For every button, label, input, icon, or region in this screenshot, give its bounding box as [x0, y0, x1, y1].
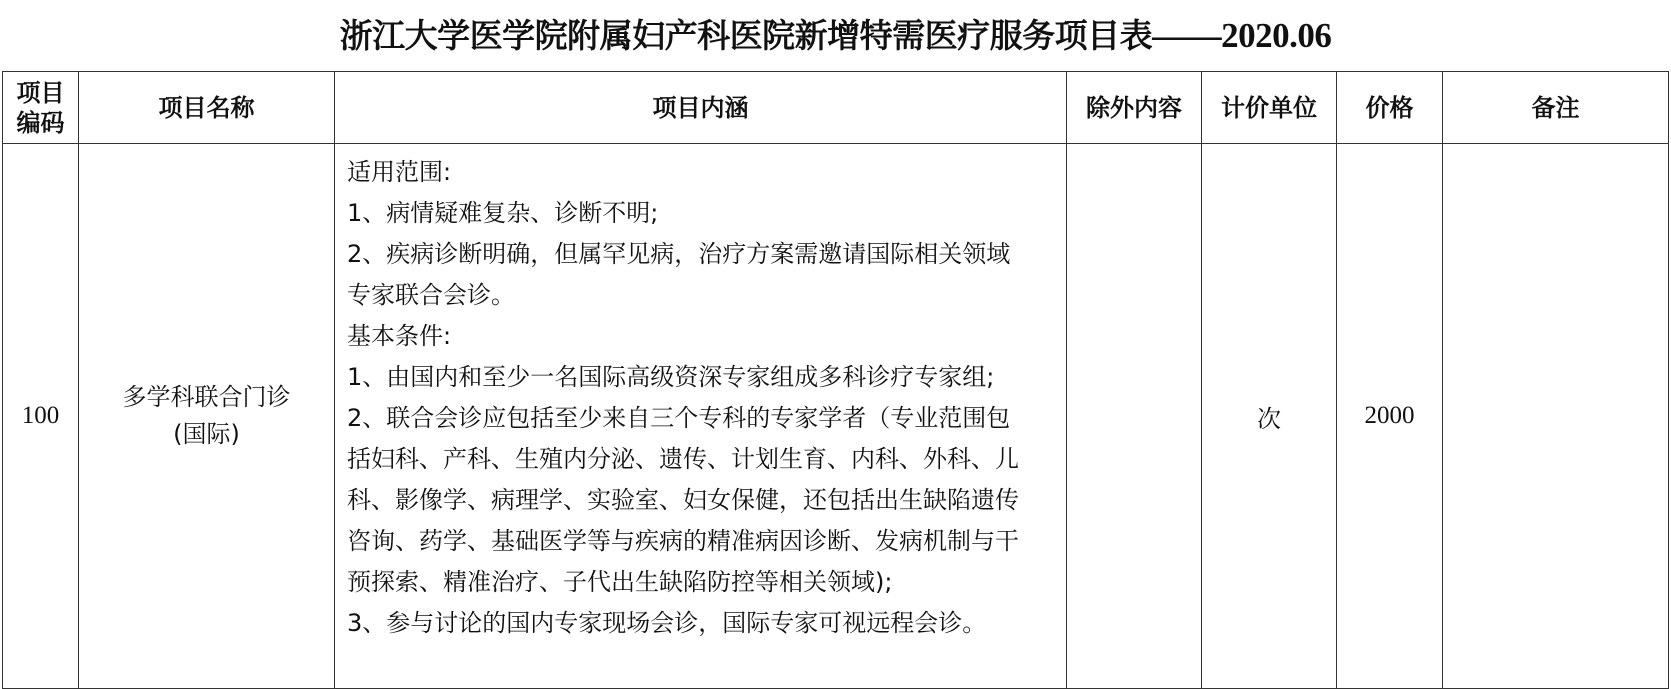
content-line: 专家联合会诊。: [347, 281, 515, 309]
cell-item-name: [79, 144, 335, 689]
header-item-code: [3, 72, 79, 144]
title-main: 浙江大学医学院附属妇产科医院新增特需医疗服务项目表: [339, 16, 1153, 55]
cell-excluded-content: [1067, 144, 1202, 689]
header-item-code-line2: 编码: [16, 108, 65, 137]
content-line: 1、病情疑难复杂、诊断不明;: [347, 199, 659, 227]
cell-item-code: 100: [3, 144, 79, 689]
page-title: [0, 8, 1671, 64]
content-line: 3、参与讨论的国内专家现场会诊，国际专家可视远程会诊。: [347, 609, 987, 637]
cell-item-name-line2: (国际): [173, 420, 240, 448]
content-line: 适用范围:: [347, 158, 452, 186]
content-line: 2、疾病诊断明确，但属罕见病，治疗方案需邀请国际相关领域: [347, 240, 1011, 268]
content-line: 2、联合会诊应包括至少来自三个专科的专家学者（专业范围包: [347, 404, 1011, 432]
content-line: 基本条件:: [347, 322, 452, 350]
header-note: 备注: [1443, 72, 1669, 144]
content-line: 咨询、药学、基础医学等与疾病的精准病因诊断、发病机制与干: [347, 527, 1019, 555]
header-item-name: 项目名称: [79, 72, 335, 144]
header-price: 价格: [1337, 72, 1443, 144]
header-item-code-line1: 项目: [16, 78, 65, 107]
cell-item-name-line1: 多学科联合门诊: [122, 383, 291, 411]
header-excluded-content: 除外内容: [1067, 72, 1202, 144]
content-line: 预探索、精准治疗、子代出生缺陷防控等相关领域);: [347, 568, 893, 596]
header-item-content: 项目内涵: [335, 72, 1067, 144]
cell-note: [1443, 144, 1669, 689]
cell-pricing-unit: 次: [1202, 144, 1337, 689]
content-line: 括妇科、产科、生殖内分泌、遗传、计划生育、内科、外科、儿: [347, 445, 1019, 473]
title-date: ——2020.06: [1152, 16, 1332, 55]
table-header-row: [3, 72, 1669, 144]
cell-item-content: [335, 144, 1067, 689]
service-items-table: [2, 71, 1669, 689]
content-line: 1、由国内和至少一名国际高级资深专家组成多科诊疗专家组;: [347, 363, 995, 391]
cell-price: 2000: [1337, 144, 1443, 689]
table-row: [3, 144, 1669, 689]
content-line: 科、影像学、病理学、实验室、妇女保健，还包括出生缺陷遗传: [347, 486, 1019, 514]
header-pricing-unit: 计价单位: [1202, 72, 1337, 144]
